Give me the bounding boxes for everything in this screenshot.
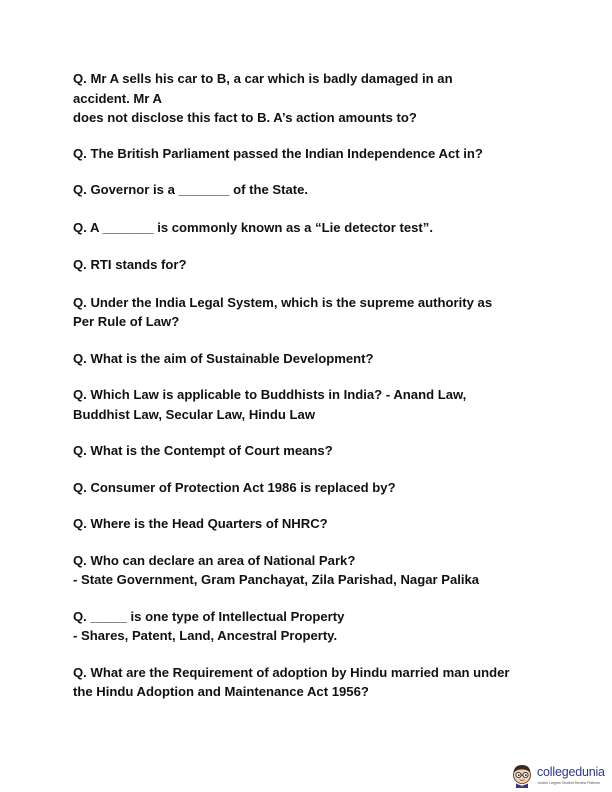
question-7 [73,349,573,369]
question-line: does not disclose this fact to B. A’s action amounts to? [73,110,417,125]
question-line: the Hindu Adoption and Maintenance Act 1956? [73,684,369,699]
question-line: Q. Mr A sells his car to B, a car which is badly damaged in an [73,71,453,86]
question-line: Q. Where is the Head Quarters of NHRC? [73,516,328,531]
question-4 [73,218,573,238]
question-1 [73,69,573,128]
question-line: - Shares, Patent, Land, Ancestral Property. [73,628,338,643]
collegedunia-logo [508,760,610,790]
question-line: Q. The British Parliament passed the Indian Independence Act in? [73,145,483,161]
question-line: Per Rule of Law? [73,314,180,329]
question-line: Q. Which Law is applicable to Buddhists in India? - Anand Law, [73,387,467,402]
question-line: Q. A _______ is commonly known as a “Lie detector test”. [73,219,433,235]
question-13 [73,607,573,646]
logo-wordmark: collegedunia [537,765,605,779]
question-line: Q. Who can declare an area of National Park? [73,552,356,568]
question-line: Q. Consumer of Protection Act 1986 is replaced by? [73,479,396,495]
question-6 [73,293,573,332]
question-line: Q. _____ is one type of Intellectual Property [73,608,345,624]
question-line: accident. Mr A [73,90,163,106]
question-line: Q. What is the aim of Sustainable Development? [73,350,374,366]
student-mascot-icon [508,760,536,788]
question-line: - State Government, Gram Panchayat, Zila Parishad, Nagar Palika [73,572,480,587]
question-line: Q. RTI stands for? [73,257,187,272]
question-line: Q. Under the India Legal System, which is the supreme authority as [73,294,493,310]
question-list [73,69,573,702]
question-line: Buddhist Law, Secular Law, Hindu Law [73,406,316,422]
question-5 [73,255,573,275]
question-10 [73,478,573,498]
question-line: Q. What are the Requirement of adoption by Hindu married man under [73,664,510,680]
question-14 [73,663,573,702]
question-12 [73,551,573,590]
question-11 [73,514,573,534]
question-line: Q. What is the Contempt of Court means? [73,443,333,458]
question-9 [73,441,573,461]
question-3 [73,180,573,200]
question-line: Q. Governor is a _______ of the State. [73,182,309,197]
logo-tagline: India's Largest Student Review Platform [538,781,601,785]
question-2 [73,144,573,164]
question-8 [73,385,573,424]
